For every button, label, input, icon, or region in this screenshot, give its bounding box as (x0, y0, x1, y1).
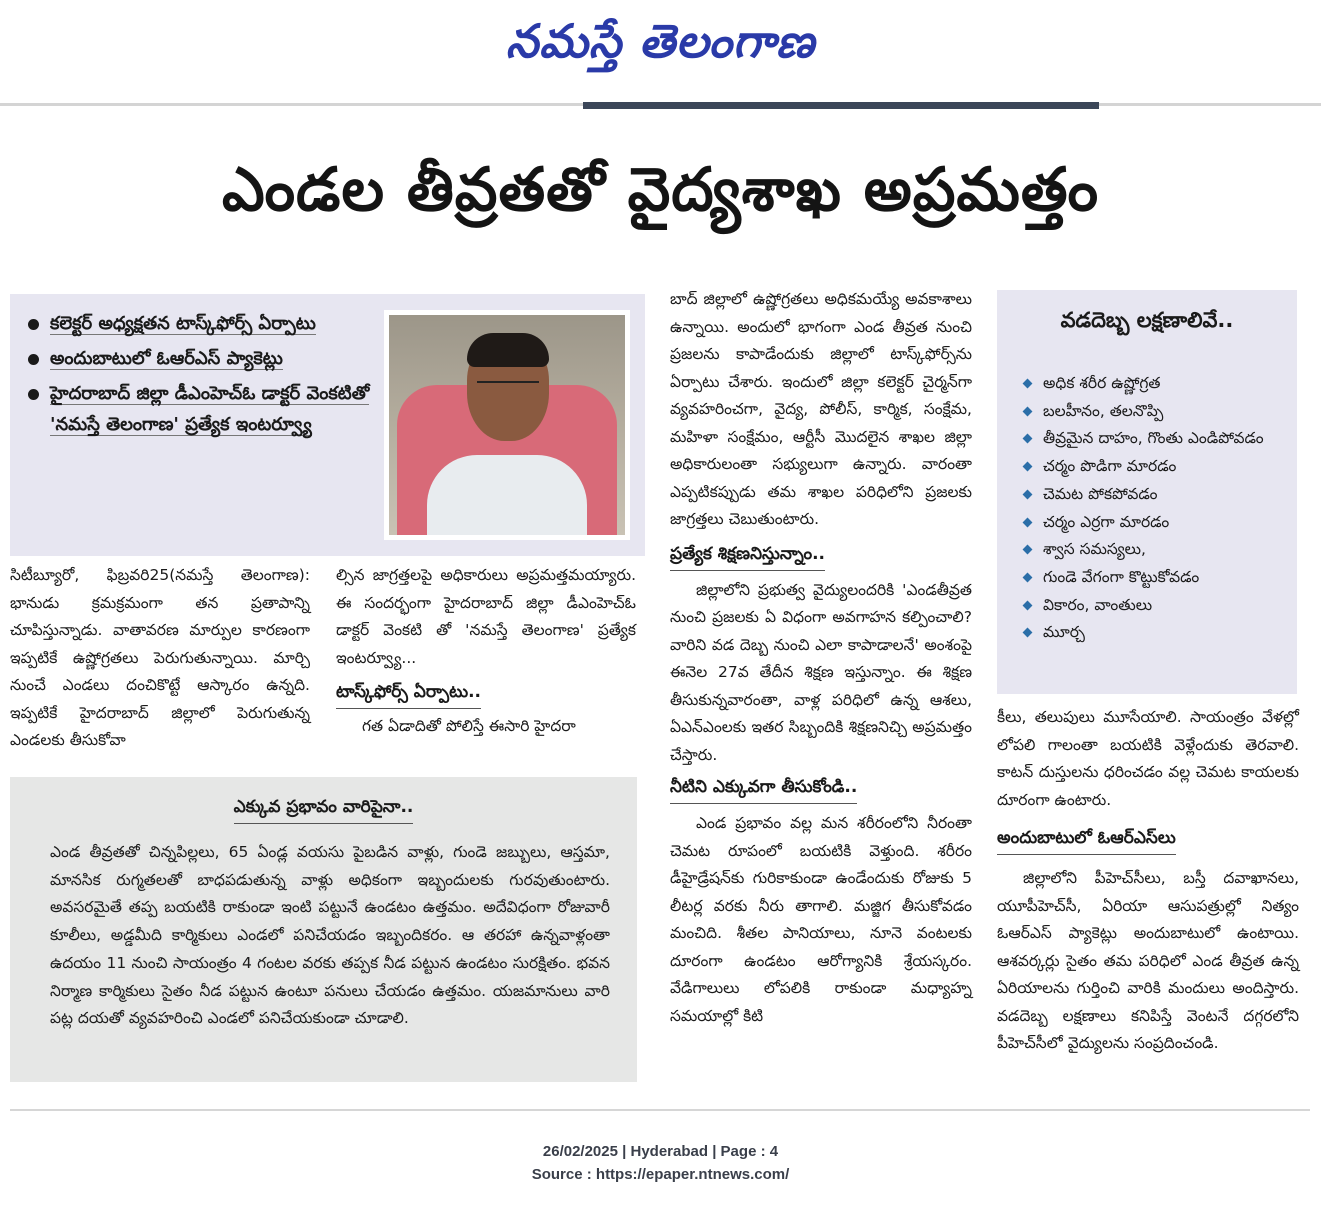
column-4-paragraph-2: జిల్లాలోని పీహెచ్‌సీలు, బస్తీ దవాఖానలు, యూపీహెచ్‌సీ, ఏరియా ఆసుపత్రుల్లో నిత్యం ఓఆర్ఎస్ ప్యాకెట్లు అందుబాటులో ఉంటాయి. ఆశవర్కర్లు సైతం తమ పరిధిలో ఎండ తీవ్రత ఉన్న ఏరియాలను గుర్తించి వారికి మందులు అందిస్తారు. వడదెబ్బ లక్షణాలు కనిపిస్తే వెంటనే దగ్గరలోని పీహెచ్‌సీలో వైద్యులను సంప్రదించండి. (997, 869, 1299, 1052)
photo-shirt-shape (427, 455, 587, 535)
column-1-intro: సిటీబ్యూరో, ఫిబ్రవరి25(నమస్తే తెలంగాణ): భానుడు క్రమక్రమంగా తన ప్రతాపాన్ని చూపిస్తున్నాడు. వాతావరణ మార్పుల కారణంగా ఇప్పటికే ఉష్ణోగ్రతలు పెరుగుతున్నాయి. మార్చి నుంచే ఎండలు దంచికొట్టే ఆస్కారం ఉన్నది. ఇప్పటికే హైదరాబాద్ జిల్లాలో పెరుగుతున్న ఎండలకు తీసుకోవా (10, 566, 310, 749)
symptom-item: మూర్చ (1023, 619, 1289, 647)
masthead-title: నమస్తే తెలంగాణ (505, 14, 816, 68)
footer-divider (10, 1109, 1310, 1111)
column-3-paragraph-2: జిల్లాలోని ప్రభుత్వ వైద్యులందరికి 'ఎండతీవ్రత నుంచి ప్రజలకు ఏ విధంగా అవగాహన కల్పించాలి? వారిని వడ దెబ్బ నుంచి ఎలా కాపాడాలనే' అంశంపై ఈనెల 27వ తేదీన శిక్షణ ఇస్తున్నాం. ఈ శిక్షణ తీసుకున్నవారంతా, వాళ్ల పరిధిలో ఉన్న ఆశలు, ఏఎన్ఎంలకు ఇతర సిబ్బందికి శిక్షణనిచ్చి అప్రమత్తం చేస్తారు. (670, 580, 972, 764)
ors-subheading: అందుబాటులో ఓఆర్ఎస్‌లు (997, 822, 1176, 855)
highlights-list (26, 308, 386, 444)
page-footer (0, 1140, 1321, 1186)
column-4-paragraph-1: కీలు, తలుపులు మూసేయాలి. సాయంత్రం వేళల్లో లోపలి గాలంతా బయటికి వెళ్లేందుకు తెరవాలి. కాటన్ దుస్తులను ధరించడం వల్ల చెమట కాయలకు దూరంగా ఉంటారు. (997, 708, 1299, 809)
symptoms-title: వడదెబ్బ లక్షణాలివే.. (1060, 308, 1234, 332)
symptom-item: తీవ్రమైన దాహం, గొంతు ఎండిపోవడం (1023, 425, 1289, 453)
highlight-item: హైదరాబాద్ జిల్లా డీఎంహెచ్ఓ డాక్టర్ వెంకటితో 'నమస్తే తెలంగాణ' ప్రత్యేక ఇంటర్వ్యూ (26, 378, 386, 440)
column-2-text: గత ఏడాదితో పోలిస్తే ఈసారి హైదరా (362, 717, 576, 735)
taskforce-subheading: టాస్క్‌ఫోర్స్ ఏర్పాటు.. (336, 676, 481, 709)
portrait-image (389, 315, 625, 535)
article-column-2 (336, 562, 636, 741)
water-subheading: నీటిని ఎక్కువగా తీసుకోండి.. (670, 771, 857, 804)
symptom-item: చర్మం ఎర్రగా మారడం (1023, 509, 1289, 537)
column-2-intro: ల్సిన జాగ్రత్తలపై అధికారులు అప్రమత్తమయ్యారు. ఈ సందర్భంగా హైదరాబాద్ జిల్లా డీఎంహెచ్ఓ డాక్టర్ వెంకటి తో 'నమస్తే తెలంగాణ' ప్రత్యేక ఇంటర్వ్యూ... (336, 566, 636, 667)
impact-box (10, 777, 637, 1082)
symptoms-box (997, 290, 1297, 694)
photo-hair-shape (467, 333, 549, 367)
impact-text: ఎండ తీవ్రతతో చిన్నపిల్లలు, 65 ఏండ్ల వయసు పైబడిన వాళ్లు, గుండె జబ్బులు, ఆస్తమా, మానసిక రుగ్మతలతో బాధపడుతున్న వాళ్లు అధికంగా ఇబ్బందులకు గురవుతుంటారు. అవసరమైతే తప్ప బయటికి రాకుండా ఇంటి పట్టునే ఉండటం ఉత్తమం. అదేవిధంగా రోజువారీ కూలీలు, అడ్డమీది కార్మికులు ఎండలో పనిచేయడం ఇబ్బందికరం. ఆ తరహా ఉన్నవాళ్లంతా ఉదయం 11 నుంచి సాయంత్రం 4 గంటల వరకు తప్పక నీడ పట్టున ఉండటం సురక్షితం. భవన నిర్మాణ కార్మికులు సైతం నీడ పట్టున ఉంటూ పనులు చేయడం ఉత్తమం. యజమానులు వారి పట్ల దయతో వ్యవహరించి ఎండలో పనిచేయకుండా చూడాలి. (50, 843, 610, 1028)
symptom-item: గుండె వేగంగా కొట్టుకోవడం (1023, 564, 1289, 592)
symptoms-list (1023, 370, 1289, 647)
symptom-item: వికారం, వాంతులు (1023, 592, 1289, 620)
symptom-item: చెమట పోకపోవడం (1023, 481, 1289, 509)
symptom-item: చర్మం పొడిగా మారడం (1023, 453, 1289, 481)
symptom-item: అధిక శరీర ఉష్ణోగ్రత (1023, 370, 1289, 398)
symptom-item: బలహీనం, తలనొప్పి (1023, 398, 1289, 426)
portrait-photo (384, 310, 630, 540)
column-3-paragraph-3: ఎండ ప్రభావం వల్ల మన శరీరంలోని నీరంతా చెమట రూపంలో బయటికి వెళ్తుంది. శరీరం డీహైడ్రేషన్‌కు గురికాకుండా ఉండేందుకు రోజుకు 5 లీటర్ల వరకు నీరు తాగాలి. మజ్జిగ తీసుకోవడం మంచిది. శీతల పానియాలు, నూనె వంటలకు దూరంగా ఉండటం ఆరోగ్యానికి శ్రేయస్కరం. వేడిగాలులు లోపలికి రాకుండా మధ్యాహ్న సమయాల్లో కిటి (670, 814, 972, 1025)
footer-date-location: 26/02/2025 | Hyderabad | Page : 4 (542, 1143, 779, 1160)
column-3-paragraph-1: బాద్ జిల్లాలో ఉష్ణోగ్రతలు అధికమయ్యే అవకాశాలు ఉన్నాయి. అందులో భాగంగా ఎండ తీవ్రత నుంచి ప్రజలను కాపాడేందుకు జిల్లాలో టాస్క్‌ఫోర్స్‌ను ఏర్పాటు చేశారు. ఇందులో జిల్లా కలెక్టర్ చైర్మన్‌గా వ్యవహరించగా, వైద్య, పోలీస్, కార్మిక, సంక్షేమ, మహిళా సంక్షేమం, ఆర్టీసీ మొదలైన శాఖల జిల్లా అధికారులంతా సభ్యులుగా ఉన్నారు. వారంతా ఎప్పటికప్పుడు తమ శాఖల పరిధిలోని ప్రజలకు జాగ్రత్తలు చెబుతుంటారు. (670, 290, 972, 528)
photo-glasses-shape (477, 381, 539, 393)
article-headline: ఎండల తీవ్రతతో వైద్యశాఖ అప్రమత్తం (221, 155, 1100, 225)
article-column-3 (670, 286, 972, 1030)
impact-title: ఎక్కువ ప్రభావం వారిపైనా.. (10, 791, 637, 824)
symptom-item: శ్వాస సమస్యలు, (1023, 536, 1289, 564)
article-column-4 (997, 704, 1299, 1058)
masthead-accent-bar (583, 102, 1099, 109)
highlight-item: కలెక్టర్ అధ్యక్షతన టాస్క్‌ఫోర్స్ ఏర్పాటు (26, 308, 386, 339)
masthead (0, 0, 1321, 80)
training-subheading: ప్రత్యేక శిక్షణనిస్తున్నాం.. (670, 538, 825, 571)
article-column-1 (10, 562, 310, 755)
footer-source[interactable]: Source : https://epaper.ntnews.com/ (531, 1166, 790, 1183)
highlight-item: అందుబాటులో ఓఆర్ఎస్ ప్యాకెట్లు (26, 343, 386, 374)
